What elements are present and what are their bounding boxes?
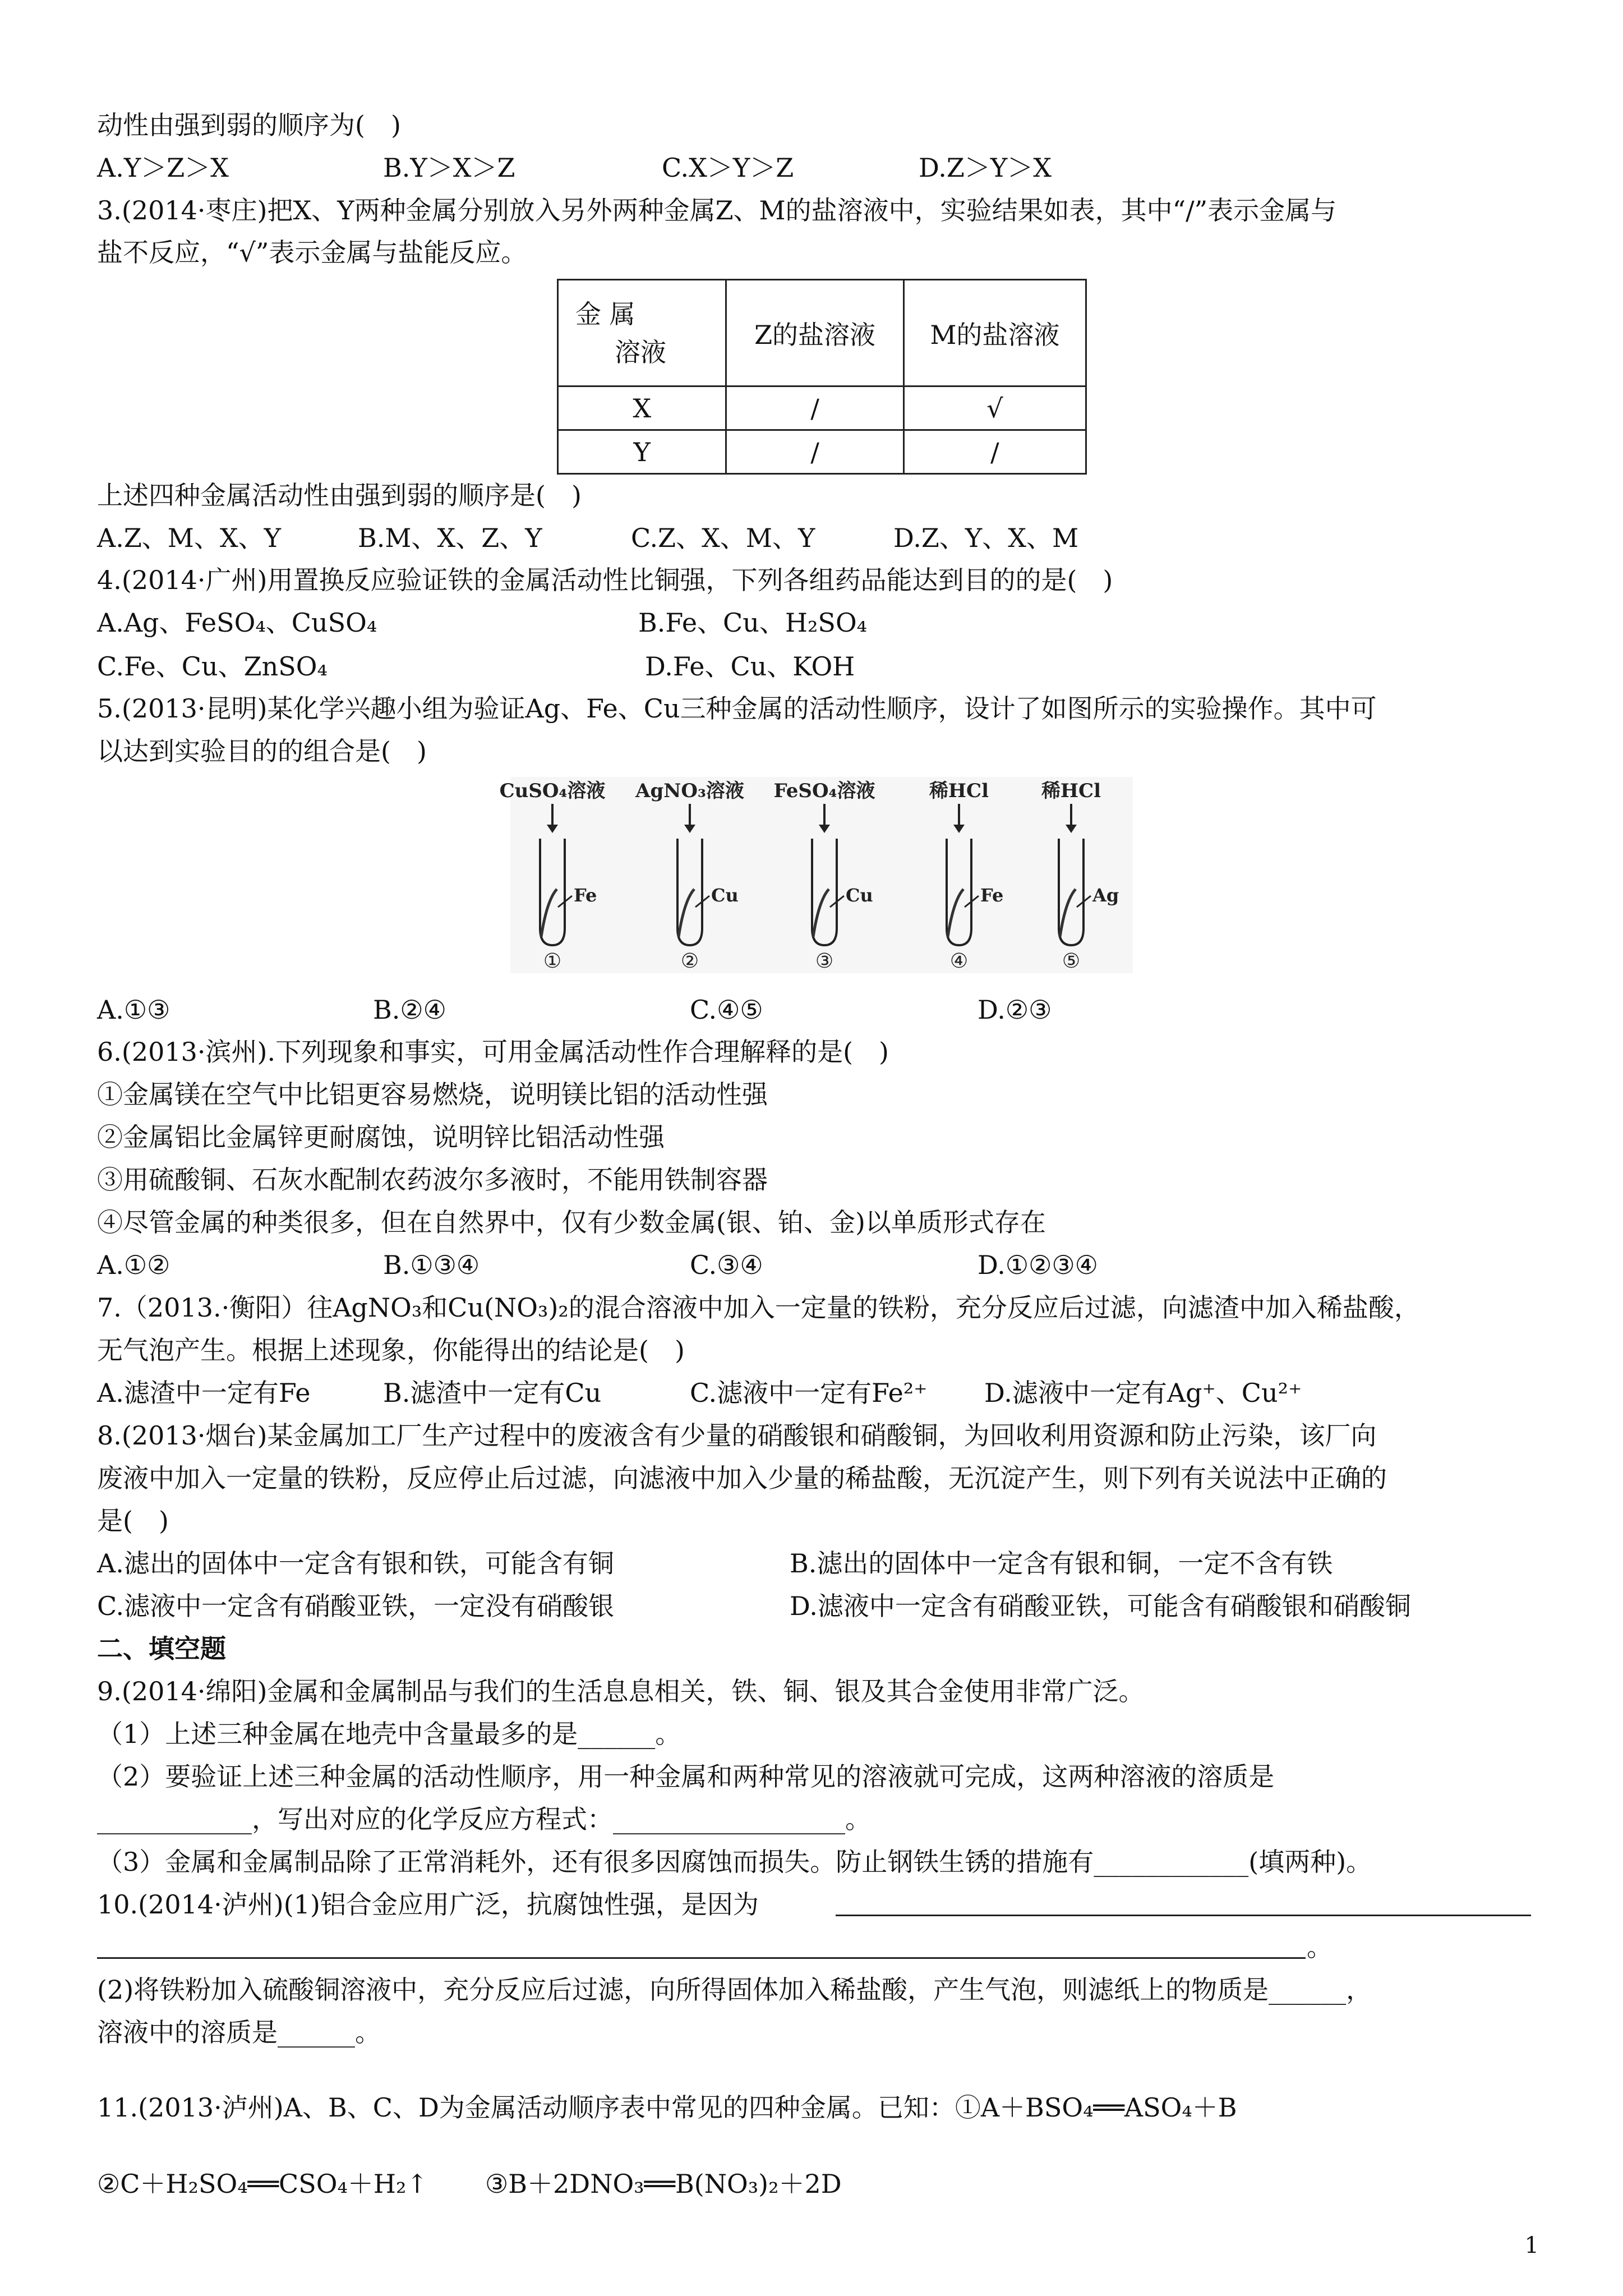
- q5-stem-line1: 5.(2013·昆明)某化学兴趣小组为验证Ag、Fe、Cu三种金属的活动性顺序，设计了如图所示的实验操作。其中可: [97, 693, 1377, 724]
- q7-option-c: C.滤液中一定有Fe²⁺: [690, 1378, 928, 1408]
- q6-stem: 6.(2013·滨州).下列现象和事实，可用金属活动性作合理解释的是( ): [97, 1037, 889, 1067]
- metal-label: Cu: [846, 885, 873, 906]
- metal-label: Cu: [711, 885, 739, 906]
- table-header-z: Z的盐溶液: [726, 280, 903, 386]
- q2-option-b: B.Y＞X＞Z: [383, 153, 515, 183]
- q6-option-a: A.①②: [97, 1250, 170, 1280]
- q8-stem-line3: 是( ): [97, 1506, 169, 1536]
- q8-option-a: A.滤出的固体中一定含有银和铁，可能含有铜: [97, 1548, 614, 1579]
- q7-option-a: A.滤渣中一定有Fe: [97, 1378, 311, 1408]
- reagent-label: FeSO₄溶液: [773, 780, 875, 802]
- table-cell: X: [558, 386, 726, 430]
- q6-statement-3: ③用硫酸铜、石灰水配制农药波尔多液时，不能用铁制容器: [97, 1165, 768, 1195]
- q6-statement-1: ①金属镁在空气中比铝更容易燃烧，说明镁比铝的活动性强: [97, 1079, 768, 1110]
- q3-stem-line2: 盐不反应，“√”表示金属与盐能反应。: [97, 237, 527, 268]
- q5-option-c: C.④⑤: [690, 995, 763, 1025]
- table-header-m: M的盐溶液: [903, 280, 1086, 386]
- q5-stem-line2: 以达到实验目的的组合是( ): [97, 736, 427, 766]
- q3-option-c: C.Z、X、M、Y: [631, 523, 815, 553]
- answer-blank-line: [836, 1915, 1531, 1916]
- q4-option-b: B.Fe、Cu、H₂SO₄: [638, 608, 868, 638]
- q8-option-d: D.滤液中一定含有硝酸亚铁，可能含有硝酸银和硝酸铜: [790, 1591, 1411, 1621]
- table-cell: /: [903, 430, 1086, 474]
- table-cell: Y: [558, 430, 726, 474]
- q11-equation-3: ③B＋2DNO₃══B(NO₃)₂＋2D: [485, 2169, 842, 2199]
- q3-question: 上述四种金属活动性由强到弱的顺序是( ): [97, 480, 582, 510]
- q3-option-a: A.Z、M、X、Y: [97, 523, 282, 553]
- q6-option-b: B.①③④: [383, 1250, 480, 1280]
- q6-option-c: C.③④: [690, 1250, 763, 1280]
- tube-number: ②: [680, 950, 699, 973]
- q5-option-d: D.②③: [978, 995, 1052, 1025]
- q4-option-c: C.Fe、Cu、ZnSO₄: [97, 651, 328, 682]
- tube-number: ④: [949, 950, 969, 973]
- tube-number: ③: [815, 950, 834, 973]
- q8-stem-line1: 8.(2013·烟台)某金属加工厂生产过程中的废液含有少量的硝酸银和硝酸铜，为回收利用资源和防止污染，该厂向: [97, 1420, 1377, 1451]
- q2-option-c: C.X＞Y＞Z: [662, 153, 794, 183]
- q3-option-b: B.M、X、Z、Y: [358, 523, 542, 553]
- q4-option-d: D.Fe、Cu、KOH: [645, 651, 855, 682]
- q11-stem: 11.(2013·泸州)A、B、C、D为金属活动顺序表中常见的四种金属。已知：①A＋BSO₄══ASO₄＋B: [97, 2092, 1237, 2123]
- reagent-label: 稀HCl: [929, 780, 989, 802]
- tube-number: ①: [543, 950, 562, 973]
- q7-option-b: B.滤渣中一定有Cu: [383, 1378, 602, 1408]
- q4-option-a: A.Ag、FeSO₄、CuSO₄: [97, 608, 377, 638]
- table-cell: /: [726, 386, 903, 430]
- q8-option-c: C.滤液中一定含有硝酸亚铁，一定没有硝酸银: [97, 1591, 615, 1621]
- q7-stem-line1: 7.（2013.·衡阳）往AgNO₃和Cu(NO₃)₂的混合溶液中加入一定量的铁粉，充分反应后过滤，向滤渣中加入稀盐酸，: [97, 1292, 1420, 1323]
- table-row: [558, 386, 1086, 430]
- page-number: 1: [1524, 2233, 1539, 2258]
- metal-label: Ag: [1092, 885, 1119, 906]
- q5-option-b: B.②④: [373, 995, 446, 1025]
- table-header-corner: [558, 280, 726, 386]
- q4-stem: 4.(2014·广州)用置换反应验证铁的金属活动性比铜强，下列各组药品能达到目的的是( ): [97, 565, 1113, 595]
- q10-part2-line1: (2)将铁粉加入硫酸铜溶液中，充分反应后过滤，向所得固体加入稀盐酸，产生气泡，则滤纸上的物质是______，: [97, 1975, 1372, 2005]
- tube-number: ⑤: [1062, 950, 1081, 973]
- q10-part1: 10.(2014·泸州)(1)铝合金应用广泛，抗腐蚀性强，是因为: [97, 1889, 759, 1920]
- metal-label: Fe: [980, 885, 1004, 906]
- q9-part3: （3）金属和金属制品除了正常消耗外，还有很多因腐蚀而损失。防止钢铁生锈的措施有____________(填两种)。: [97, 1847, 1372, 1877]
- section-heading-fill-in: 二、填空题: [97, 1634, 226, 1664]
- reagent-label: 稀HCl: [1041, 780, 1101, 802]
- q7-stem-line2: 无气泡产生。根据上述现象，你能得出的结论是( ): [97, 1335, 685, 1365]
- table-header-metal: 金 属: [575, 298, 635, 329]
- q8-stem-line2: 废液中加入一定量的铁粉，反应停止后过滤，向滤液中加入少量的稀盐酸，无沉淀产生，则下列有关说法中正确的: [97, 1463, 1387, 1493]
- q3-option-d: D.Z、Y、X、M: [893, 523, 1079, 553]
- q3-result-table: [557, 279, 1087, 475]
- q9-part1: （1）上述三种金属在地壳中含量最多的是______。: [97, 1719, 681, 1749]
- q10-part2-line2: 溶液中的溶质是______。: [97, 2017, 381, 2047]
- test-tube-figure: [499, 777, 1133, 973]
- table-row: [558, 430, 1086, 474]
- q2-option-d: D.Z＞Y＞X: [919, 153, 1052, 183]
- q9-stem: 9.(2014·绵阳)金属和金属制品与我们的生活息息相关，铁、铜、银及其合金使用非常广泛。: [97, 1676, 1145, 1706]
- q11-equation-2: ②C＋H₂SO₄══CSO₄＋H₂↑: [97, 2169, 428, 2199]
- reagent-label: CuSO₄溶液: [499, 780, 606, 802]
- metal-label: Fe: [574, 885, 597, 906]
- q5-option-a: A.①③: [97, 995, 170, 1025]
- answer-blank-line: [97, 1957, 1306, 1959]
- q9-part2-line2: ____________，写出对应的化学反应方程式：__________________。: [97, 1804, 871, 1834]
- table-cell: /: [726, 430, 903, 474]
- q3-stem-line1: 3.(2014·枣庄)把X、Y两种金属分别放入另外两种金属Z、M的盐溶液中，实验结果如表，其中“/”表示金属与: [97, 195, 1337, 226]
- table-cell: √: [903, 386, 1086, 430]
- q8-option-b: B.滤出的固体中一定含有银和铜，一定不含有铁: [790, 1548, 1333, 1579]
- q2-option-a: A.Y＞Z＞X: [97, 153, 229, 183]
- q7-option-d: D.滤液中一定有Ag⁺、Cu²⁺: [984, 1378, 1302, 1408]
- table-header-solution: 溶液: [615, 337, 666, 367]
- q6-statement-2: ②金属铝比金属锌更耐腐蚀，说明锌比铝活动性强: [97, 1122, 665, 1152]
- q10-part1-end: 。: [1307, 1932, 1332, 1962]
- reagent-label: AgNO₃溶液: [635, 780, 744, 802]
- q9-part2-line1: （2）要验证上述三种金属的活动性顺序，用一种金属和两种常见的溶液就可完成，这两种溶液的溶质是: [97, 1761, 1275, 1792]
- q2-stem-tail: 动性由强到弱的顺序为( ): [97, 110, 401, 140]
- q6-option-d: D.①②③④: [978, 1250, 1098, 1280]
- q6-statement-4: ④尽管金属的种类很多，但在自然界中，仅有少数金属(银、铂、金)以单质形式存在: [97, 1207, 1046, 1237]
